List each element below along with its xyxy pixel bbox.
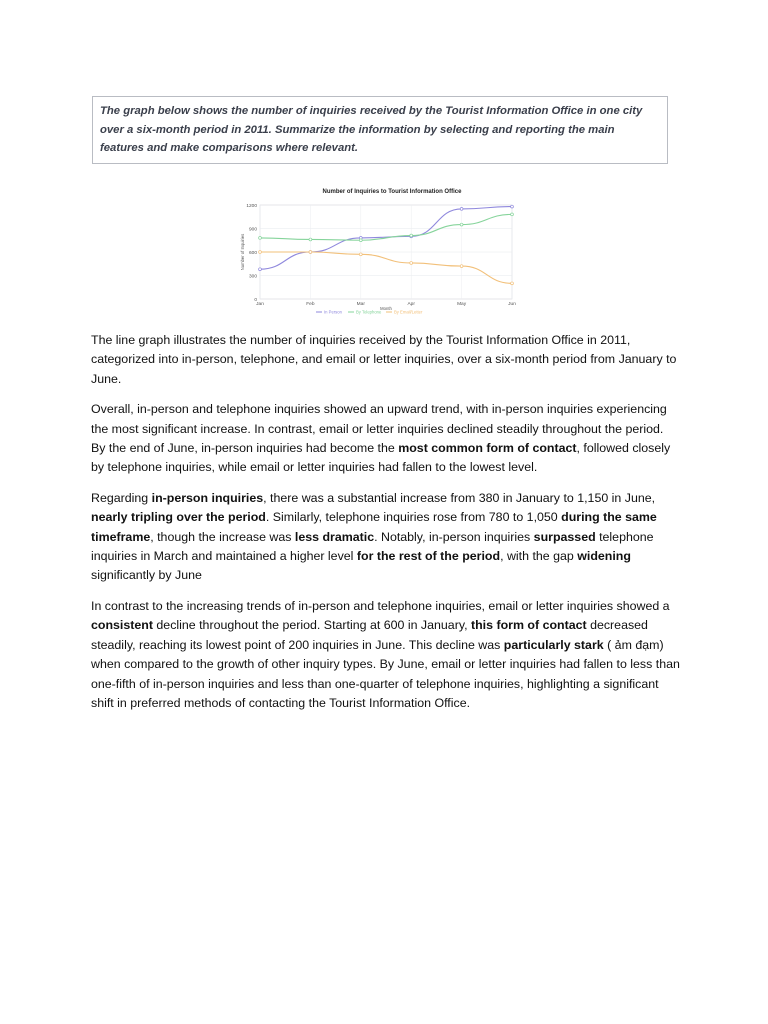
data-point bbox=[309, 251, 312, 254]
inquiries-line-chart bbox=[236, 184, 520, 318]
data-point bbox=[511, 205, 514, 208]
legend-label: In Person bbox=[324, 309, 342, 315]
text-run: , followed closely by telephone inquiries, while email or letter inquiries had fallen to the lowest level. bbox=[91, 441, 671, 475]
data-point bbox=[460, 265, 463, 268]
series-line-by-email-letter bbox=[260, 252, 512, 283]
essay-paragraph bbox=[91, 331, 681, 389]
x-tick-label: Jan bbox=[256, 302, 264, 307]
data-point bbox=[460, 223, 463, 226]
data-point bbox=[309, 238, 312, 241]
x-tick-label: Mar bbox=[356, 302, 365, 307]
chart-title: Number of Inquiries to Tourist Information Office bbox=[322, 189, 462, 195]
data-point bbox=[460, 208, 463, 211]
text-run: , though the increase was bbox=[150, 529, 295, 544]
bold-phrase: most common form of contact bbox=[398, 441, 577, 456]
text-run: decreased steadily, reaching its lowest point of 200 inquiries in June. This decline was bbox=[91, 618, 648, 652]
bold-phrase: nearly tripling over the period bbox=[91, 510, 266, 525]
data-point bbox=[511, 213, 514, 216]
x-tick-label: May bbox=[457, 302, 467, 307]
y-tick-label: 900 bbox=[248, 227, 257, 233]
essay-paragraph bbox=[91, 597, 681, 713]
series-line-by-telephone bbox=[260, 214, 512, 240]
data-point bbox=[259, 268, 262, 271]
x-tick-label: Apr bbox=[407, 302, 415, 307]
text-run: , there was a substantial increase from 380 in January to 1,150 in June, bbox=[263, 490, 656, 505]
bold-phrase: consistent bbox=[91, 618, 153, 633]
data-point bbox=[359, 239, 362, 242]
x-tick-label: Jun bbox=[508, 302, 516, 307]
x-tick-label: Feb bbox=[306, 302, 315, 307]
data-point bbox=[259, 251, 262, 254]
text-run: , with the gap bbox=[500, 549, 578, 564]
task-prompt-text: The graph below shows the number of inquiries received by the Tourist Information Office in one city over a six-month period in 2011. Summarize the information by selecting and reporting the main features and make comparisons where relevant. bbox=[100, 105, 643, 154]
y-tick-label: 300 bbox=[248, 274, 257, 280]
y-tick-label: 0 bbox=[254, 298, 257, 303]
text-run: Overall, in-person and telephone inquiries showed an upward trend, with in-person inquiries experiencing the most significant increase. In contrast, email or letter inquiries declined steadily throughout the period. By the end of June, in-person inquiries had become the bbox=[91, 402, 667, 456]
bold-phrase: particularly stark bbox=[503, 637, 604, 652]
bold-phrase: in-person inquiries bbox=[151, 490, 264, 505]
text-run: telephone inquiries in March and maintained a higher level bbox=[91, 529, 654, 564]
essay-body bbox=[91, 331, 681, 724]
chart-svg bbox=[236, 184, 520, 318]
text-run: . Notably, in-person inquiries bbox=[374, 529, 534, 544]
y-axis-label: Number of Inquiries bbox=[240, 233, 245, 271]
data-point bbox=[359, 253, 362, 256]
bold-phrase: widening bbox=[577, 549, 631, 564]
data-point bbox=[511, 282, 514, 285]
text-run: Regarding bbox=[91, 490, 152, 505]
essay-paragraph bbox=[91, 489, 681, 586]
text-run: . Similarly, telephone inquiries rose from 780 to 1,050 bbox=[265, 510, 562, 525]
bold-phrase: this form of contact bbox=[470, 618, 587, 633]
text-run: decline throughout the period. Starting at 600 in January, bbox=[152, 618, 471, 633]
data-point bbox=[259, 237, 262, 240]
text-run: ( ảm đạm) when compared to the growth of other inquiry types. By June, email or letter inquiries had fallen to less than one-fifth of in-person inquiries and less than one-quarter of telephone inquiries, highlighting a significant shift in preferred methods of contacting the Tourist Information Office. bbox=[91, 637, 680, 710]
data-point bbox=[410, 262, 413, 265]
legend-label: By Telephone bbox=[356, 309, 382, 315]
text-run: In contrast to the increasing trends of in-person and telephone inquiries, email or letter inquiries showed a bbox=[91, 598, 670, 613]
task-prompt-box bbox=[92, 96, 668, 164]
bold-phrase: less dramatic bbox=[294, 529, 375, 544]
bold-phrase: during the same timeframe bbox=[91, 510, 657, 544]
data-point bbox=[410, 234, 413, 237]
y-tick-label: 1200 bbox=[246, 204, 257, 209]
text-run: significantly by June bbox=[91, 568, 202, 583]
x-axis-label: Month bbox=[380, 306, 392, 311]
essay-paragraph bbox=[91, 400, 681, 478]
bold-phrase: for the rest of the period bbox=[356, 549, 501, 564]
text-run: The line graph illustrates the number of inquiries received by the Tourist Information Office in 2011, categorized into in-person, telephone, and email or letter inquiries, over a six-month period from January to June. bbox=[91, 333, 677, 386]
y-tick-label: 600 bbox=[248, 251, 257, 256]
legend-label: By Email/Letter bbox=[394, 309, 423, 315]
bold-phrase: surpassed bbox=[533, 529, 596, 544]
